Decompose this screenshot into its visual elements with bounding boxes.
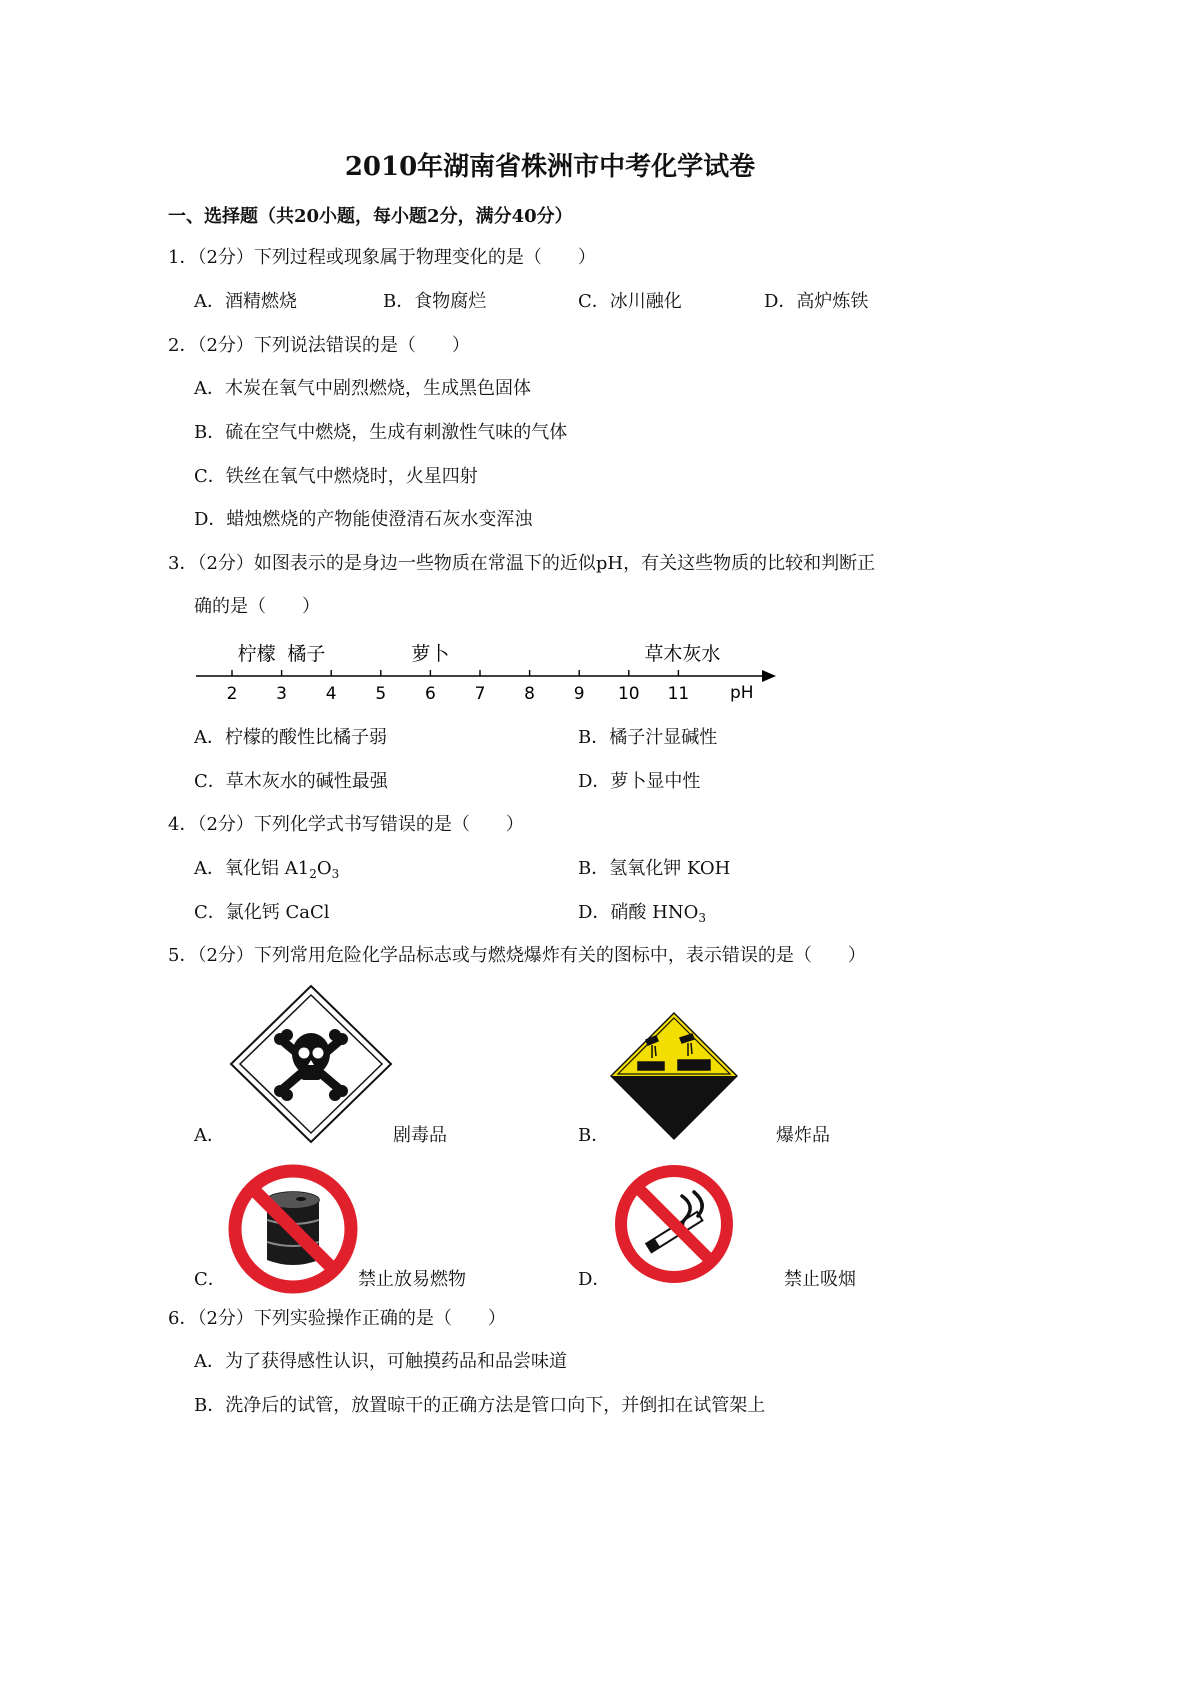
q5-option-c-label: 禁止放易燃物 — [358, 1269, 466, 1290]
q4-option-a-text: A．氧化铝 — [194, 858, 279, 879]
q2-stem: 2．（2分）下列说法错误的是（ ） — [168, 335, 470, 356]
q3-stem-line1: 3．（2分）如图表示的是身边一些物质在常温下的近似pH，有关这些物质的比较和判断正 — [168, 553, 876, 574]
q5-option-d-label: 禁止吸烟 — [784, 1269, 856, 1290]
q1-option-d: D．高炉炼铁 — [764, 291, 869, 312]
ph-tick-label: 10 — [617, 684, 640, 704]
ph-tick-label: 5 — [375, 684, 387, 704]
q1-option-a: A．酒精燃烧 — [194, 291, 297, 312]
ph-tick-label: 4 — [325, 684, 337, 704]
q1-stem: 1．（2分）下列过程或现象属于物理变化的是（ ） — [168, 247, 596, 268]
ph-tick-label: 11 — [667, 684, 690, 704]
ph-tick-label: 9 — [573, 684, 585, 704]
q4-option-d: D．硝酸 $HNO_3$ — [578, 902, 706, 925]
q2-option-a: A．木炭在氧气中剧烈燃烧，生成黑色固体 — [194, 378, 531, 399]
ph-substance-label: 草木灰水 — [644, 643, 721, 665]
ph-scale-diagram — [190, 636, 790, 710]
no-smoking-sign-icon — [612, 1162, 736, 1286]
ph-axis-label: pH — [730, 683, 754, 703]
q1-option-b: B．食物腐烂 — [383, 291, 487, 312]
ph-substance-label: 橘子 — [287, 643, 326, 665]
q6-stem: 6．（2分）下列实验操作正确的是（ ） — [168, 1308, 506, 1329]
q3-stem-line2: 确的是（ ） — [194, 596, 320, 617]
q4-option-b: B．氢氧化钾 KOH — [578, 858, 731, 879]
q5-option-b-letter: B． — [578, 1125, 610, 1146]
corrosive-sign-icon — [608, 1010, 740, 1142]
q5-option-a-label: 剧毒品 — [393, 1125, 447, 1146]
q2-option-c: C．铁丝在氧气中燃烧时，火星四射 — [194, 466, 478, 487]
ph-substance-label: 柠檬 — [237, 643, 276, 665]
q5-option-a-letter: A． — [194, 1125, 225, 1146]
q6-option-b: B．洗净后的试管，放置晾干的正确方法是管口向下，并倒扣在试管架上 — [194, 1395, 766, 1416]
q2-option-b: B．硫在空气中燃烧，生成有刺激性气味的气体 — [194, 422, 568, 443]
skull-crossbones-sign-icon — [228, 984, 394, 1144]
q4-option-a-formula: $A1_2O_3$ — [284, 858, 340, 881]
q5-option-c-letter: C． — [194, 1269, 226, 1290]
q3-option-a: A．柠檬的酸性比橘子弱 — [194, 727, 387, 748]
section-heading: 一、选择题（共20小题，每小题2分，满分40分） — [168, 206, 573, 227]
q5-stem: 5．（2分）下列常用危险化学品标志或与燃烧爆炸有关的图标中，表示错误的是（ ） — [168, 945, 866, 966]
q3-option-c: C．草木灰水的碱性最强 — [194, 771, 388, 792]
page-title: 2010年湖南省株洲市中考化学试卷 — [344, 152, 756, 182]
q1-option-c: C．冰川融化 — [578, 291, 682, 312]
q3-option-d: D．萝卜显中性 — [578, 771, 701, 792]
q4-stem: 4．（2分）下列化学式书写错误的是（ ） — [168, 814, 524, 835]
ph-substance-label: 萝卜 — [411, 643, 450, 665]
no-flammable-barrel-sign-icon — [226, 1162, 360, 1296]
ph-tick-label: 2 — [226, 684, 238, 704]
ph-tick-label: 6 — [424, 684, 436, 704]
q5-option-b-label: 爆炸品 — [776, 1125, 830, 1146]
ph-tick-label: 8 — [524, 684, 536, 704]
q2-option-d: D．蜡烛燃烧的产物能使澄清石灰水变浑浊 — [194, 509, 533, 530]
ph-axis-arrow-icon — [762, 670, 776, 682]
q4-option-a — [194, 857, 339, 881]
ph-tick-label: 7 — [474, 684, 486, 704]
q6-option-a: A．为了获得感性认识，可触摸药品和品尝味道 — [194, 1351, 567, 1372]
q3-option-b: B．橘子汁显碱性 — [578, 727, 718, 748]
ph-tick-label: 3 — [276, 684, 288, 704]
q5-option-d-letter: D． — [578, 1269, 611, 1290]
q4-option-c: C．氯化钙 CaCl — [194, 902, 330, 923]
